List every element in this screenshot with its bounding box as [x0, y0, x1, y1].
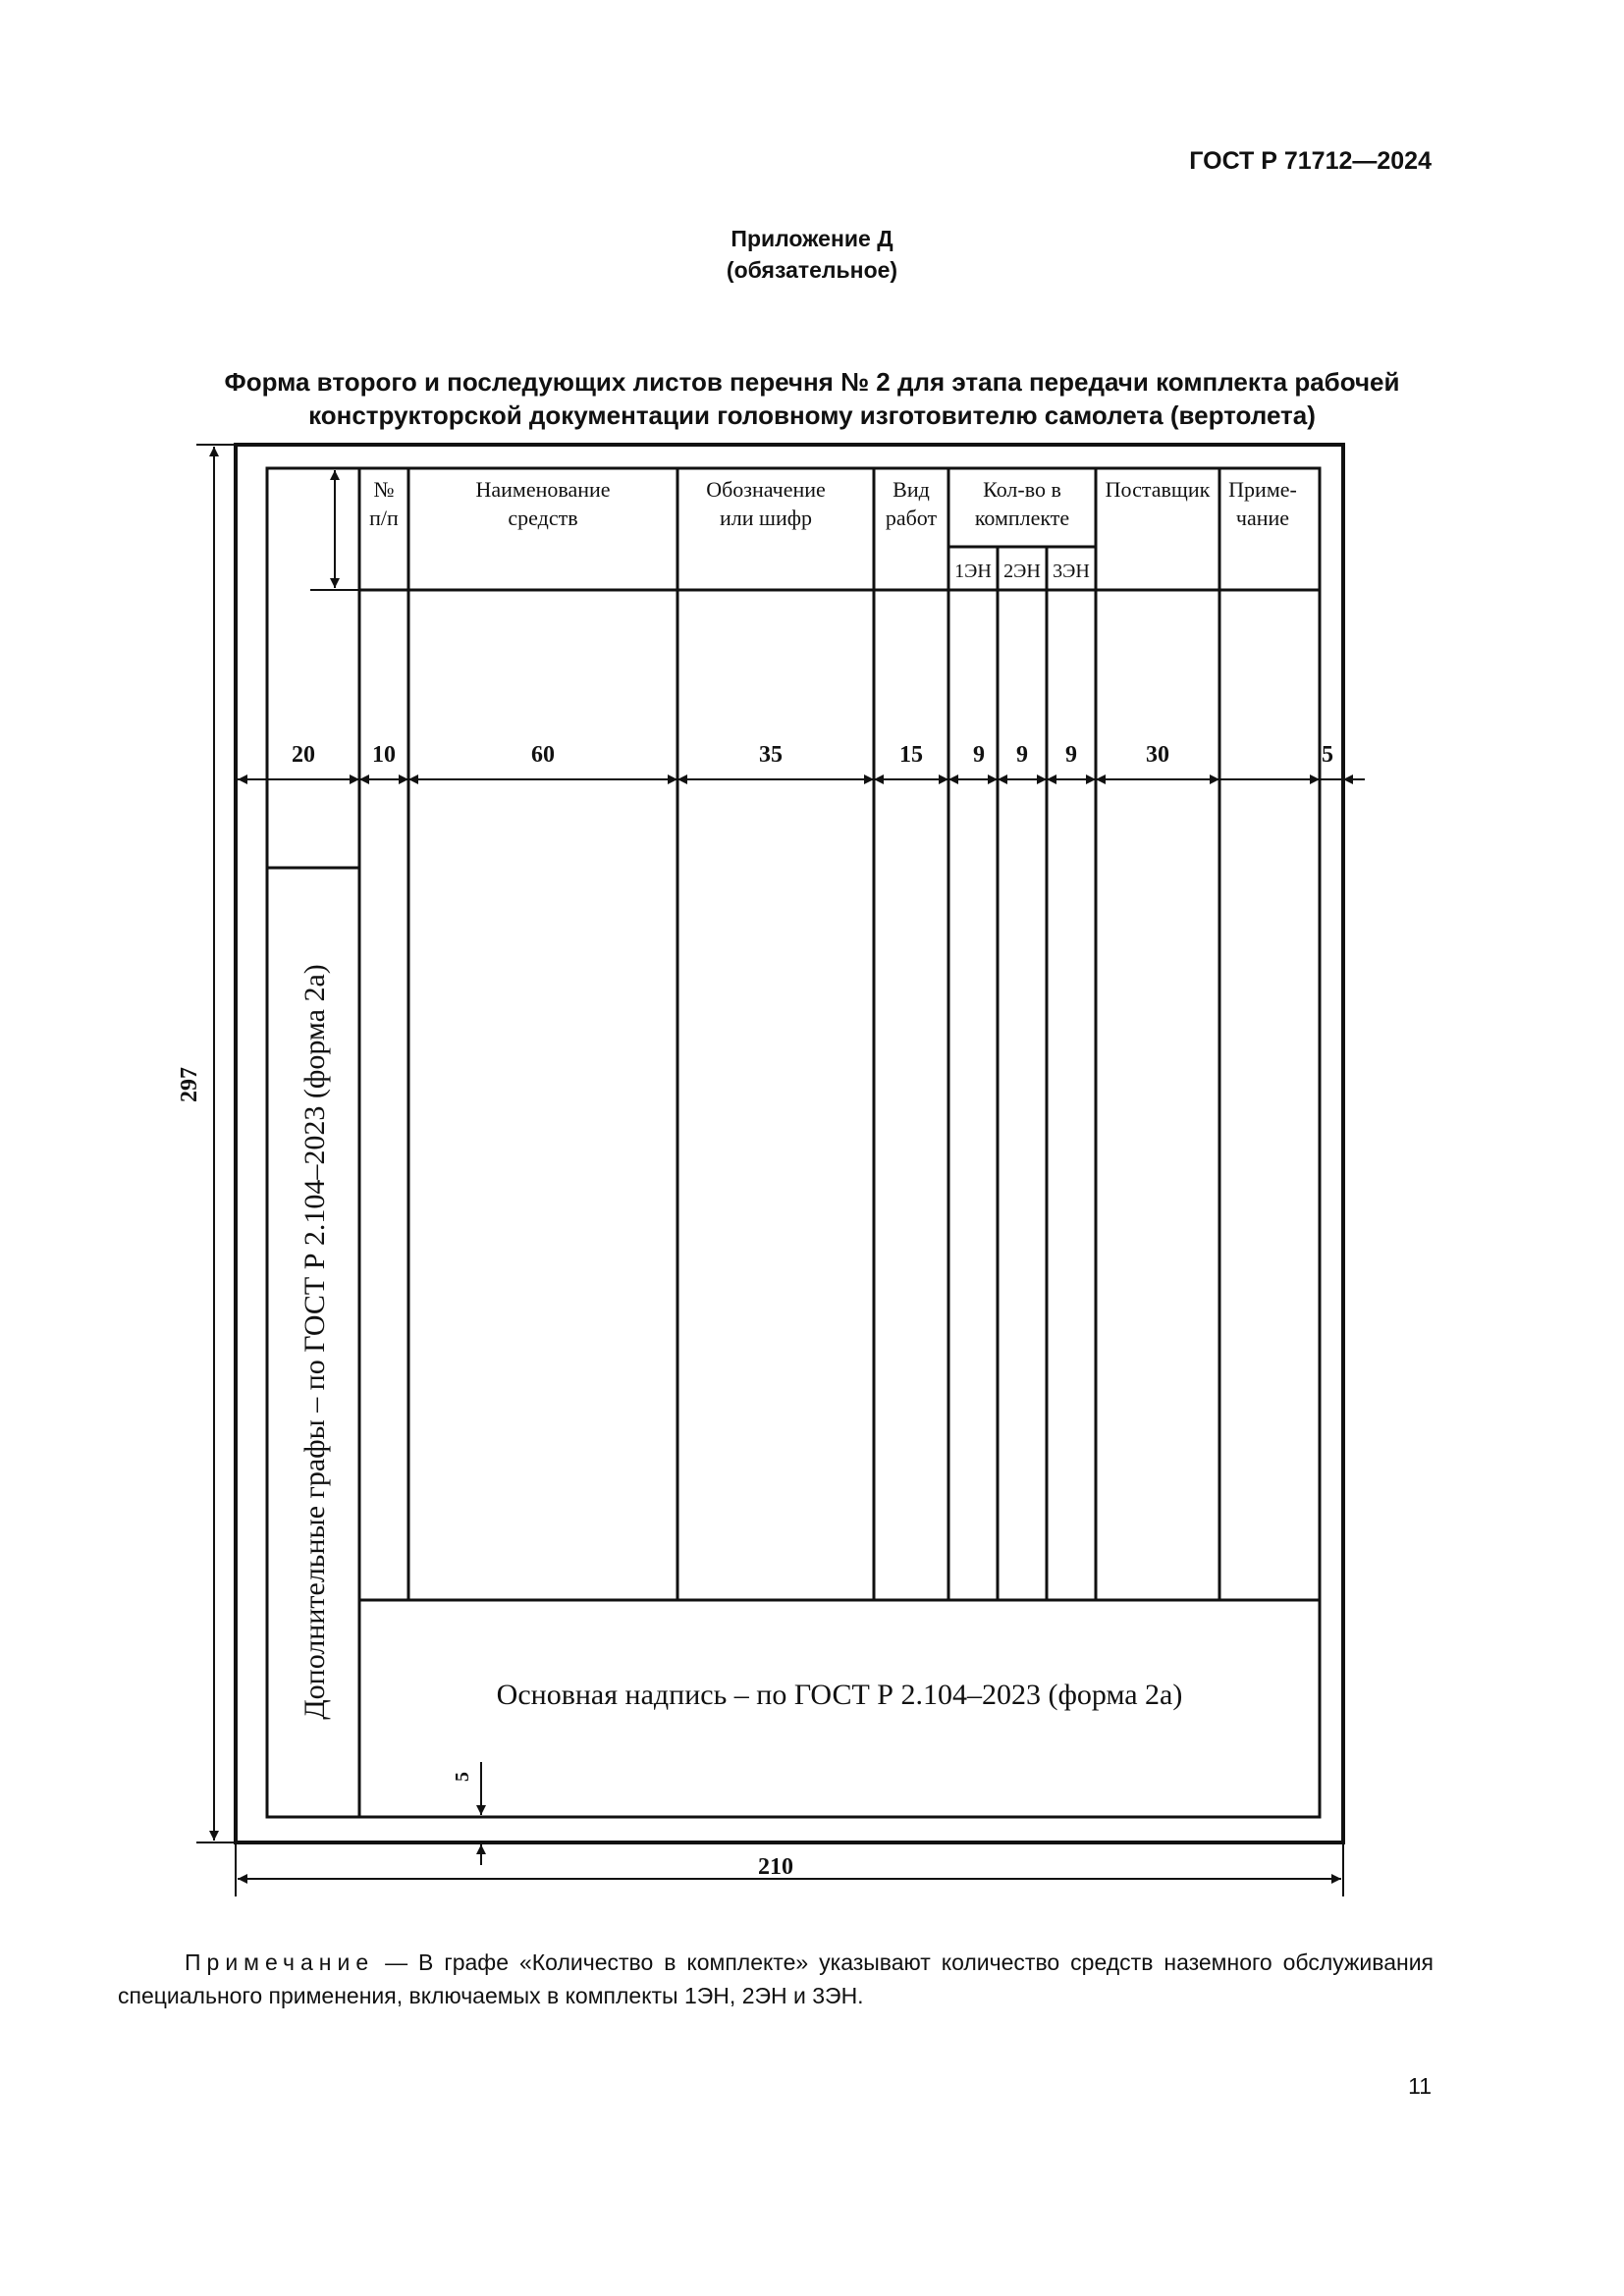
col-remark-line1: Приме- — [1228, 477, 1297, 502]
dim-bottom-offset: 5 — [452, 1772, 473, 1782]
col-name-line1: Наименование — [475, 477, 611, 502]
sheet-border — [236, 445, 1343, 1842]
dim-sheet-width: 210 — [758, 1854, 793, 1880]
page-number: 11 — [1408, 2073, 1432, 2099]
col-qty-line2: комплекте — [974, 506, 1070, 530]
annex-title: Приложение Д — [731, 226, 893, 251]
side-columns-label: Дополнительные графы – по ГОСТ Р 2.104–2023 (форма 2а) — [298, 964, 331, 1720]
dim-width-15: 15 — [899, 742, 923, 768]
dim-width-10: 10 — [372, 742, 396, 768]
col-designation-line2: или шифр — [720, 506, 812, 530]
dim-width-9-b: 9 — [1016, 742, 1028, 768]
dim-width-20: 20 — [292, 742, 315, 768]
dim-sheet-height: 297 — [177, 1067, 202, 1102]
form-title-line-2: конструкторской документации головному изготовителю самолета (вертолета) — [308, 400, 1316, 430]
dim-width-35: 35 — [759, 742, 783, 768]
col-work-type-line1: Вид — [893, 477, 930, 502]
dim-width-9-a: 9 — [973, 742, 985, 768]
note-label: Примечание — [185, 1949, 375, 1975]
col-name-line2: средств — [508, 506, 578, 530]
note — [118, 1946, 1434, 2012]
col-num-line1: № — [373, 477, 395, 502]
inner-frame — [267, 468, 1320, 1817]
subcol-3en: 3ЭН — [1053, 561, 1090, 582]
col-num-line2: п/п — [369, 506, 399, 530]
col-supplier-line1: Поставщик — [1105, 477, 1211, 502]
col-designation-line1: Обозначение — [706, 477, 826, 502]
dim-width-9-c: 9 — [1065, 742, 1077, 768]
main-inscription: Основная надпись – по ГОСТ Р 2.104–2023 (форма 2а) — [496, 1679, 1183, 1711]
annex-status: (обязательное) — [726, 257, 898, 283]
form-title-line-1: Форма второго и последующих листов перечня № 2 для этапа передачи комплекта рабочей — [224, 367, 1400, 397]
col-qty-line1: Кол-во в — [983, 477, 1061, 502]
dim-width-30: 30 — [1146, 742, 1169, 768]
dim-width-5: 5 — [1322, 742, 1333, 768]
col-remark-line2: чание — [1235, 506, 1290, 530]
dim-width-60: 60 — [531, 742, 555, 768]
document-code: ГОСТ Р 71712—2024 — [1189, 147, 1432, 175]
subcol-1en: 1ЭН — [954, 561, 992, 582]
subcol-2en: 2ЭН — [1003, 561, 1041, 582]
note-text: — В графе «Количество в комплекте» указывают количество средств наземного обслуживания специального применения, включаемых в комплекты 1ЭН, 2ЭН и 3ЭН. — [118, 1949, 1434, 2008]
col-work-type-line2: работ — [885, 506, 938, 530]
